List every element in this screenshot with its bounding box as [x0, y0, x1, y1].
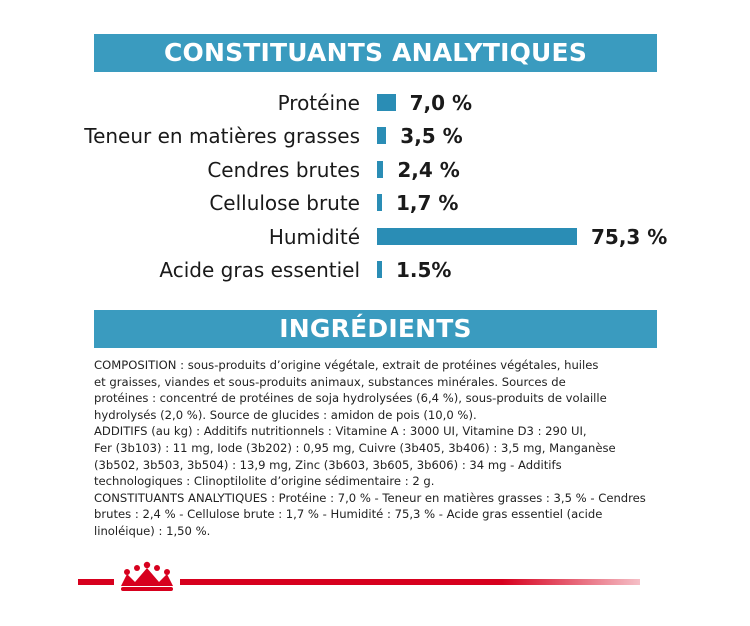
composition-line: brutes : 2,4 % - Cellulose brute : 1,7 % - Humidité : 75,3 % - Acide gras essentiel (acide	[94, 507, 603, 522]
analytical-constituents-title: CONSTITUANTS ANALYTIQUES	[94, 34, 657, 72]
composition-line: COMPOSITION : sous-produits d’origine végétale, extrait de protéines végétales, huiles	[94, 358, 599, 372]
chart-bar	[377, 127, 386, 144]
chart-row	[0, 191, 750, 215]
footer-red-line-left	[78, 579, 114, 585]
composition-line: CONSTITUANTS ANALYTIQUES : Protéine : 7,0 % - Teneur en matières grasses : 3,5 % - Cendres	[94, 490, 646, 505]
ingredients-title: INGRÉDIENTS	[94, 310, 657, 348]
chart-value-label: 1,7 %	[396, 191, 459, 216]
chart-bar	[377, 161, 383, 178]
chart-category-label: Cendres brutes	[207, 157, 360, 182]
chart-row	[0, 225, 750, 249]
chart-category-label: Humidité	[268, 224, 360, 249]
crown-icon	[115, 560, 179, 596]
chart-category-label: Protéine	[277, 91, 360, 115]
chart-value-label: 75,3 %	[591, 224, 668, 249]
chart-bar	[377, 94, 396, 111]
chart-bar	[377, 228, 577, 245]
composition-line: protéines : concentré de protéines de soja hydrolysées (6,4 %), sous-produits de volaille	[94, 391, 607, 406]
composition-line: ADDITIFS (au kg) : Additifs nutritionnels : Vitamine A : 3000 UI, Vitamine D3 : 290 UI,	[94, 424, 587, 439]
composition-line: linoléique) : 1,50 %.	[94, 523, 211, 538]
chart-row	[0, 258, 750, 282]
composition-line: hydrolysés (2,0 %). Source de glucides : amidon de pois (10,0 %).	[94, 407, 477, 422]
composition-line: et graisses, viandes et sous-produits animaux, substances minérales. Sources de	[94, 374, 566, 389]
composition-line: (3b502, 3b503, 3b504) : 13,9 mg, Zinc (3b603, 3b605, 3b606) : 34 mg - Additifs	[94, 457, 562, 472]
chart-value-label: 2,4 %	[397, 157, 460, 182]
chart-row	[0, 91, 750, 115]
chart-value-label: 7,0 %	[409, 91, 473, 115]
chart-category-label: Cellulose brute	[209, 191, 360, 216]
chart-value-label: 3,5 %	[400, 124, 463, 149]
chart-row	[0, 158, 750, 182]
composition-line: technologiques : Clinoptilolite d’origine sédimentaire : 2 g.	[94, 474, 435, 489]
footer-red-line-right	[180, 579, 640, 585]
chart-bar	[377, 194, 382, 211]
chart-category-label: Acide gras essentiel	[159, 258, 360, 282]
composition-line: Fer (3b103) : 11 mg, Iode (3b202) : 0,95 mg, Cuivre (3b405, 3b406) : 3,5 mg, Manganèse	[94, 440, 616, 455]
composition-text	[94, 357, 660, 540]
chart-bar	[377, 261, 382, 278]
chart-value-label: 1.5%	[396, 258, 452, 282]
chart-category-label: Teneur en matières grasses	[84, 124, 360, 149]
chart-row	[0, 124, 750, 148]
